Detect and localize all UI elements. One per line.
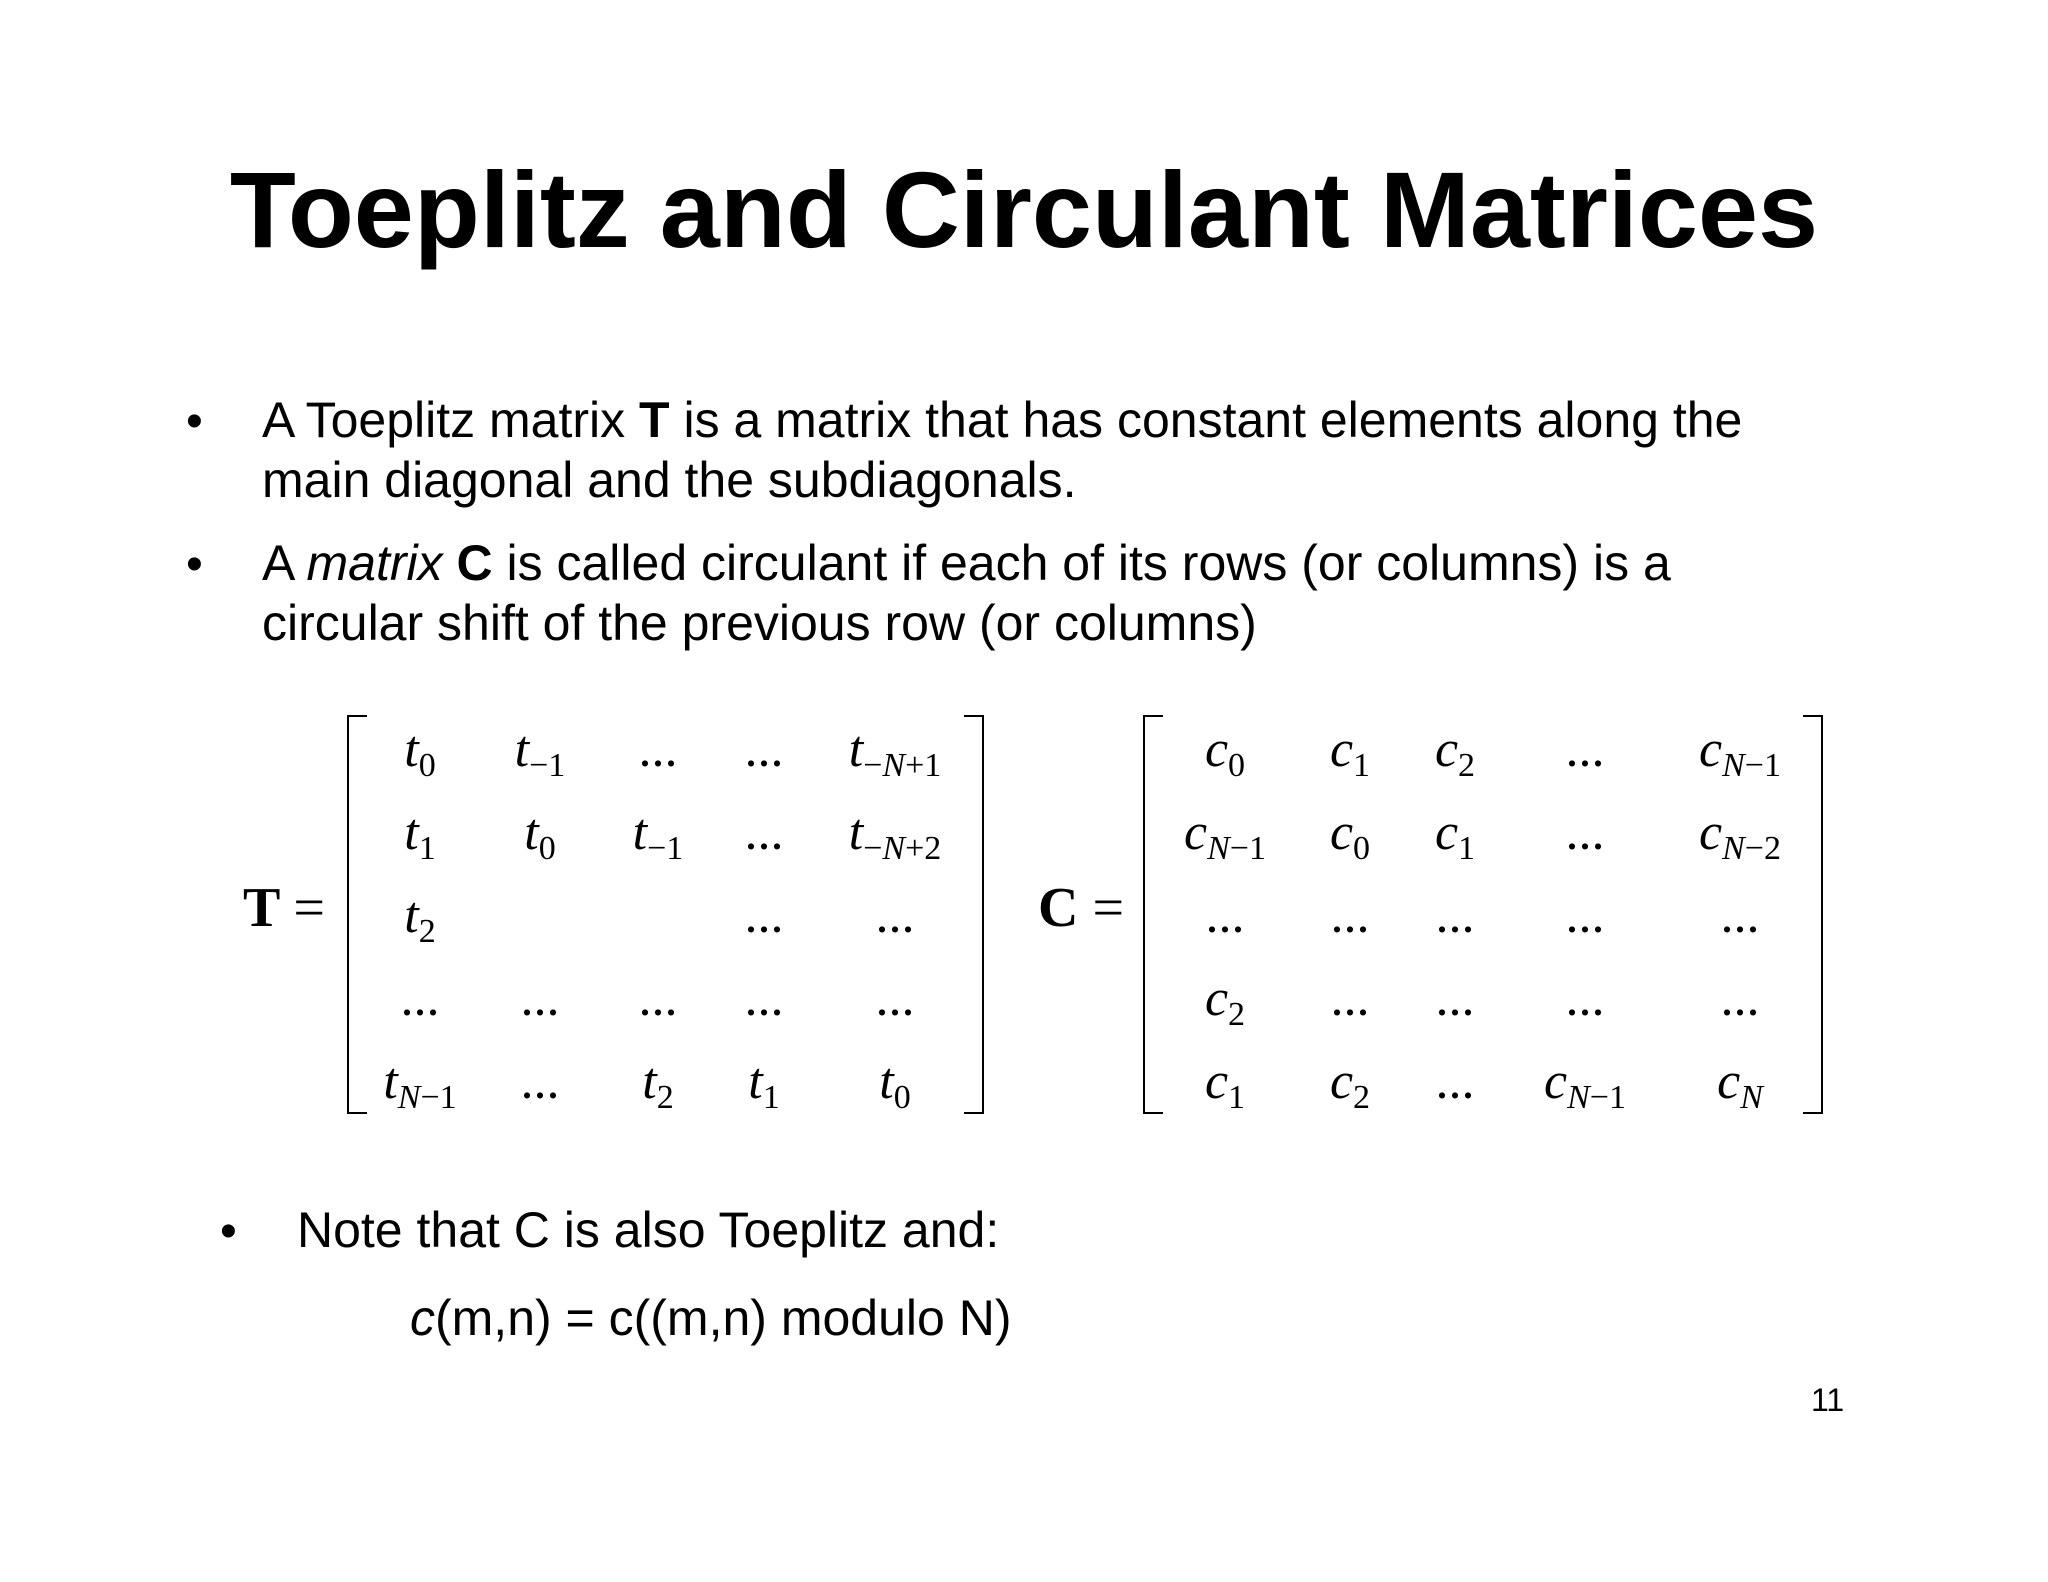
matrix-t-cell-0-0: $t_0$ [404, 721, 436, 784]
matrix-T-lhs [243, 878, 325, 938]
matrix-t-cell-3-0: ... [400, 970, 440, 1027]
matrix-c-cell-1-2: $c_1$ [1434, 804, 1476, 867]
bullet-1-symbol-T: T [639, 392, 670, 448]
matrix-c-cell-4-1: $c_2$ [1329, 1053, 1371, 1116]
formula-rest: (m,n) = c((m,n) modulo N) [435, 1290, 1012, 1346]
matrix-c-cell-0-4: $c_{N-1}$ [1699, 721, 1781, 784]
matrix-t-cell-3-1: ... [520, 970, 560, 1027]
bullet-1-line-1 [262, 390, 1742, 450]
matrix-C-right-bracket [1803, 715, 1823, 1114]
matrix-c-cell-3-4: ... [1720, 970, 1760, 1027]
bullet-2-line-1 [262, 533, 1671, 593]
page-number: 11 [1811, 1382, 1845, 1418]
matrix-C-name: C [1038, 877, 1079, 939]
matrix-c-cell-1-4: $c_{N-2}$ [1699, 804, 1781, 867]
bullet-3-dot: • [220, 1205, 237, 1258]
matrix-C-left-bracket [1143, 715, 1163, 1114]
matrix-t-cell-1-1: $t_0$ [524, 804, 556, 867]
matrix-T-name: T [243, 877, 280, 939]
matrix-t-cell-0-1: $t_{-1}$ [514, 721, 566, 784]
matrix-t-cell-3-4: ... [875, 970, 915, 1027]
matrix-c-cell-4-0: $c_1$ [1204, 1053, 1246, 1116]
slide-title: Toeplitz and Circulant Matrices [229, 149, 1819, 270]
matrix-C-equals: = [1092, 877, 1125, 939]
matrix-c-cell-1-1: $c_0$ [1329, 804, 1371, 867]
formula-c-italic: c [410, 1290, 435, 1346]
bullet-2-line-2: circular shift of the previous row (or columns) [262, 595, 1257, 651]
matrix-t-cell-0-3: ... [744, 721, 784, 778]
bullet-2-space [443, 535, 457, 591]
matrix-t-cell-4-1: ... [520, 1053, 560, 1110]
matrix-c-cell-2-0: ... [1205, 887, 1245, 944]
matrix-t-cell-4-4: $t_0$ [879, 1053, 911, 1116]
matrix-c-cell-2-4: ... [1720, 887, 1760, 944]
matrix-c-cell-0-2: $c_2$ [1434, 721, 1476, 784]
matrix-t-cell-4-0: $t_{N-1}$ [383, 1053, 457, 1116]
bullet-2-dot: • [186, 538, 203, 591]
formula-line [410, 1288, 1011, 1348]
bullet-1-dot: • [186, 395, 203, 448]
matrix-T-left-bracket [347, 715, 367, 1114]
matrix-T-right-bracket [964, 715, 984, 1114]
matrix-c-cell-4-3: $c_{N-1}$ [1544, 1053, 1626, 1116]
bullet-2-symbol-C: C [456, 535, 493, 591]
matrix-t-cell-0-2: ... [638, 721, 678, 778]
matrix-t-cell-2-4: ... [875, 887, 915, 944]
matrix-t-cell-3-3: ... [744, 970, 784, 1027]
matrix-c-cell-1-0: $c_{N-1}$ [1184, 804, 1266, 867]
matrix-c-cell-3-3: ... [1565, 970, 1605, 1027]
matrix-c-cell-3-0: $c_2$ [1204, 970, 1246, 1033]
matrix-t-cell-3-2: ... [638, 970, 678, 1027]
matrix-t-cell-1-3: ... [744, 804, 784, 861]
matrix-c-cell-3-2: ... [1435, 970, 1475, 1027]
matrix-t-cell-1-4: $t_{-N+2}$ [848, 804, 942, 867]
matrix-c-cell-3-1: ... [1330, 970, 1370, 1027]
matrix-c-cell-2-3: ... [1565, 887, 1605, 944]
matrix-t-cell-2-3: ... [744, 887, 784, 944]
matrix-t-cell-4-3: $t_1$ [748, 1053, 780, 1116]
bullet-1-text-b: is a matrix that has constant elements along the [669, 392, 1743, 448]
matrix-c-cell-0-1: $c_1$ [1329, 721, 1371, 784]
matrix-c-cell-1-3: ... [1565, 804, 1605, 861]
bullet-2-italic-word: matrix [306, 535, 443, 591]
matrix-t-cell-0-4: $t_{-N+1}$ [848, 721, 942, 784]
matrix-C-lhs [1038, 878, 1124, 938]
matrix-t-cell-4-2: $t_2$ [642, 1053, 674, 1116]
matrix-c-cell-2-1: ... [1330, 887, 1370, 944]
matrix-t-cell-1-0: $t_1$ [404, 804, 436, 867]
matrix-c-cell-0-0: $c_0$ [1204, 721, 1246, 784]
bullet-3-line-1: Note that C is also Toeplitz and: [297, 1202, 1000, 1258]
matrix-t-cell-1-2: $t_{-1}$ [632, 804, 684, 867]
matrix-c-cell-4-4: $c_N$ [1717, 1053, 1763, 1116]
matrix-c-cell-2-2: ... [1435, 887, 1475, 944]
matrix-c-cell-4-2: ... [1435, 1053, 1475, 1110]
bullet-2-text-b: is called circulant if each of its rows (or columns) is a [492, 535, 1671, 591]
matrix-c-cell-0-3: ... [1565, 721, 1605, 778]
bullet-1-line-2: main diagonal and the subdiagonals. [262, 452, 1077, 508]
matrix-T-equals: = [293, 877, 325, 939]
bullet-1-text-a: A Toeplitz matrix [262, 392, 640, 448]
bullet-2-text-a: A [262, 535, 307, 591]
matrix-t-cell-2-0: $t_2$ [404, 887, 436, 950]
